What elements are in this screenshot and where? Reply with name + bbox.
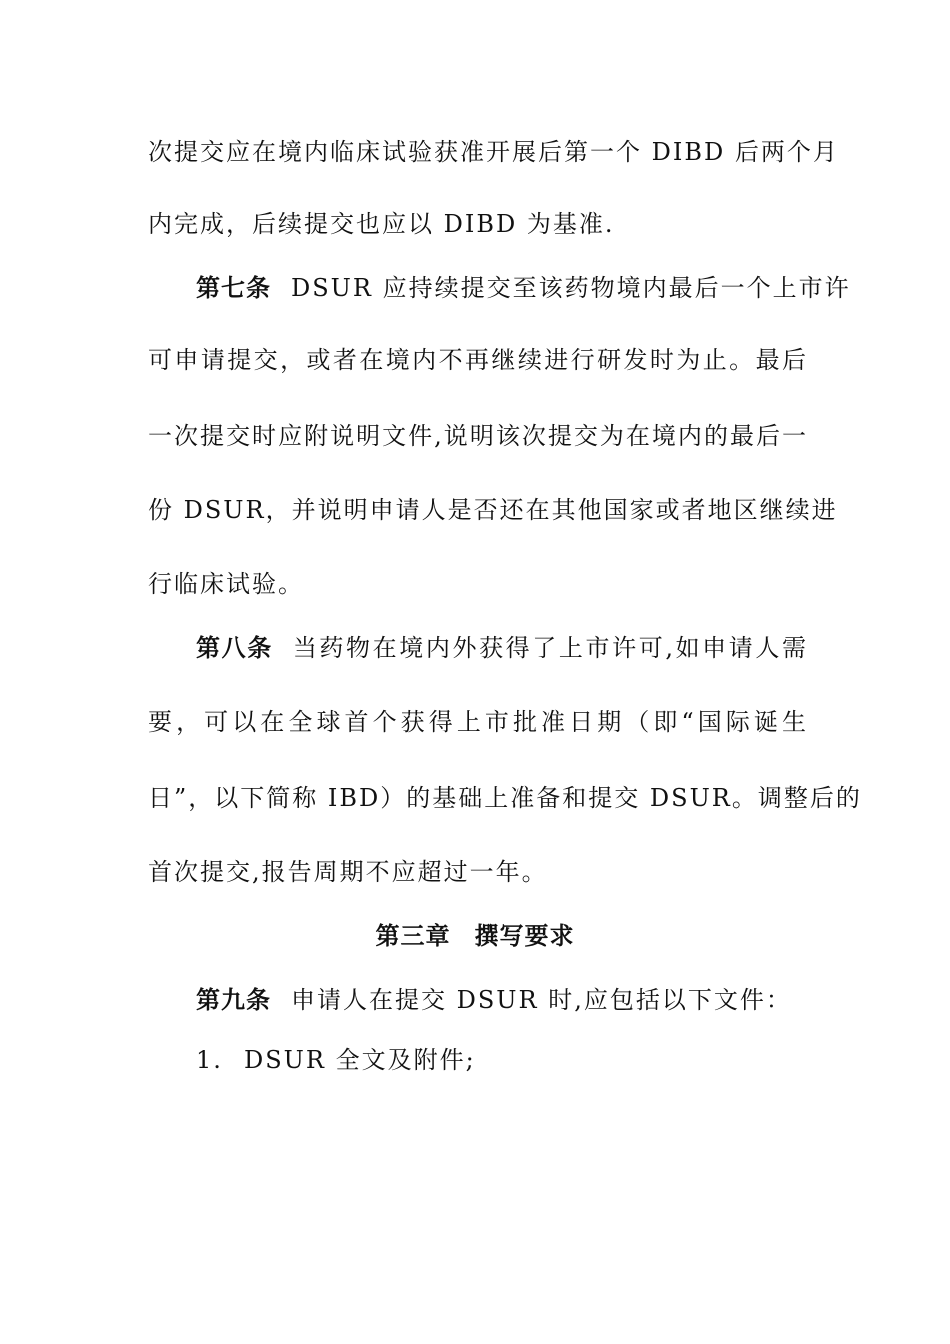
- list-item-text: DSUR 全文及附件;: [244, 1046, 476, 1074]
- article-7-text: DSUR 应持续提交至该药物境内最后一个上市许: [291, 274, 851, 302]
- article-7-label: 第七条: [196, 274, 271, 302]
- article-8-label: 第八条: [196, 634, 273, 662]
- paragraph-line: 日”，以下简称 IBD）的基础上准备和提交 DSUR。调整后的: [148, 784, 862, 812]
- paragraph-line: 首次提交,报告周期不应超过一年。: [148, 858, 548, 886]
- paragraph-line: 份 DSUR，并说明申请人是否还在其他国家或者地区继续进: [148, 496, 838, 524]
- chapter-title: 撰写要求: [474, 922, 575, 950]
- article-8-text: 当药物在境内外获得了上市许可,如申请人需: [292, 634, 808, 662]
- article-9-label: 第九条: [196, 986, 271, 1014]
- article-9-text: 申请人在提交 DSUR 时,应包括以下文件：: [291, 986, 792, 1014]
- paragraph-line: 次提交应在境内临床试验获准开展后第一个 DIBD 后两个月: [148, 138, 839, 166]
- article-8-first-line: [196, 630, 808, 666]
- paragraph-line: 可申请提交，或者在境内不再继续进行研发时为止。最后: [148, 346, 808, 374]
- chapter-number: 第三章: [375, 922, 451, 950]
- chapter-heading: [0, 918, 950, 954]
- paragraph-line: 一次提交时应附说明文件,说明该次提交为在境内的最后一: [148, 422, 808, 450]
- list-item: [196, 1042, 808, 1078]
- paragraph-line: 要，可以在全球首个获得上市批准日期（即“国际诞生: [148, 708, 808, 736]
- article-9-first-line: [196, 982, 808, 1018]
- paragraph-line: 行临床试验。: [148, 570, 304, 598]
- article-7-first-line: [196, 270, 851, 306]
- paragraph-line: 内完成，后续提交也应以 DIBD 为基准.: [148, 210, 615, 238]
- list-item-number: 1.: [196, 1046, 223, 1074]
